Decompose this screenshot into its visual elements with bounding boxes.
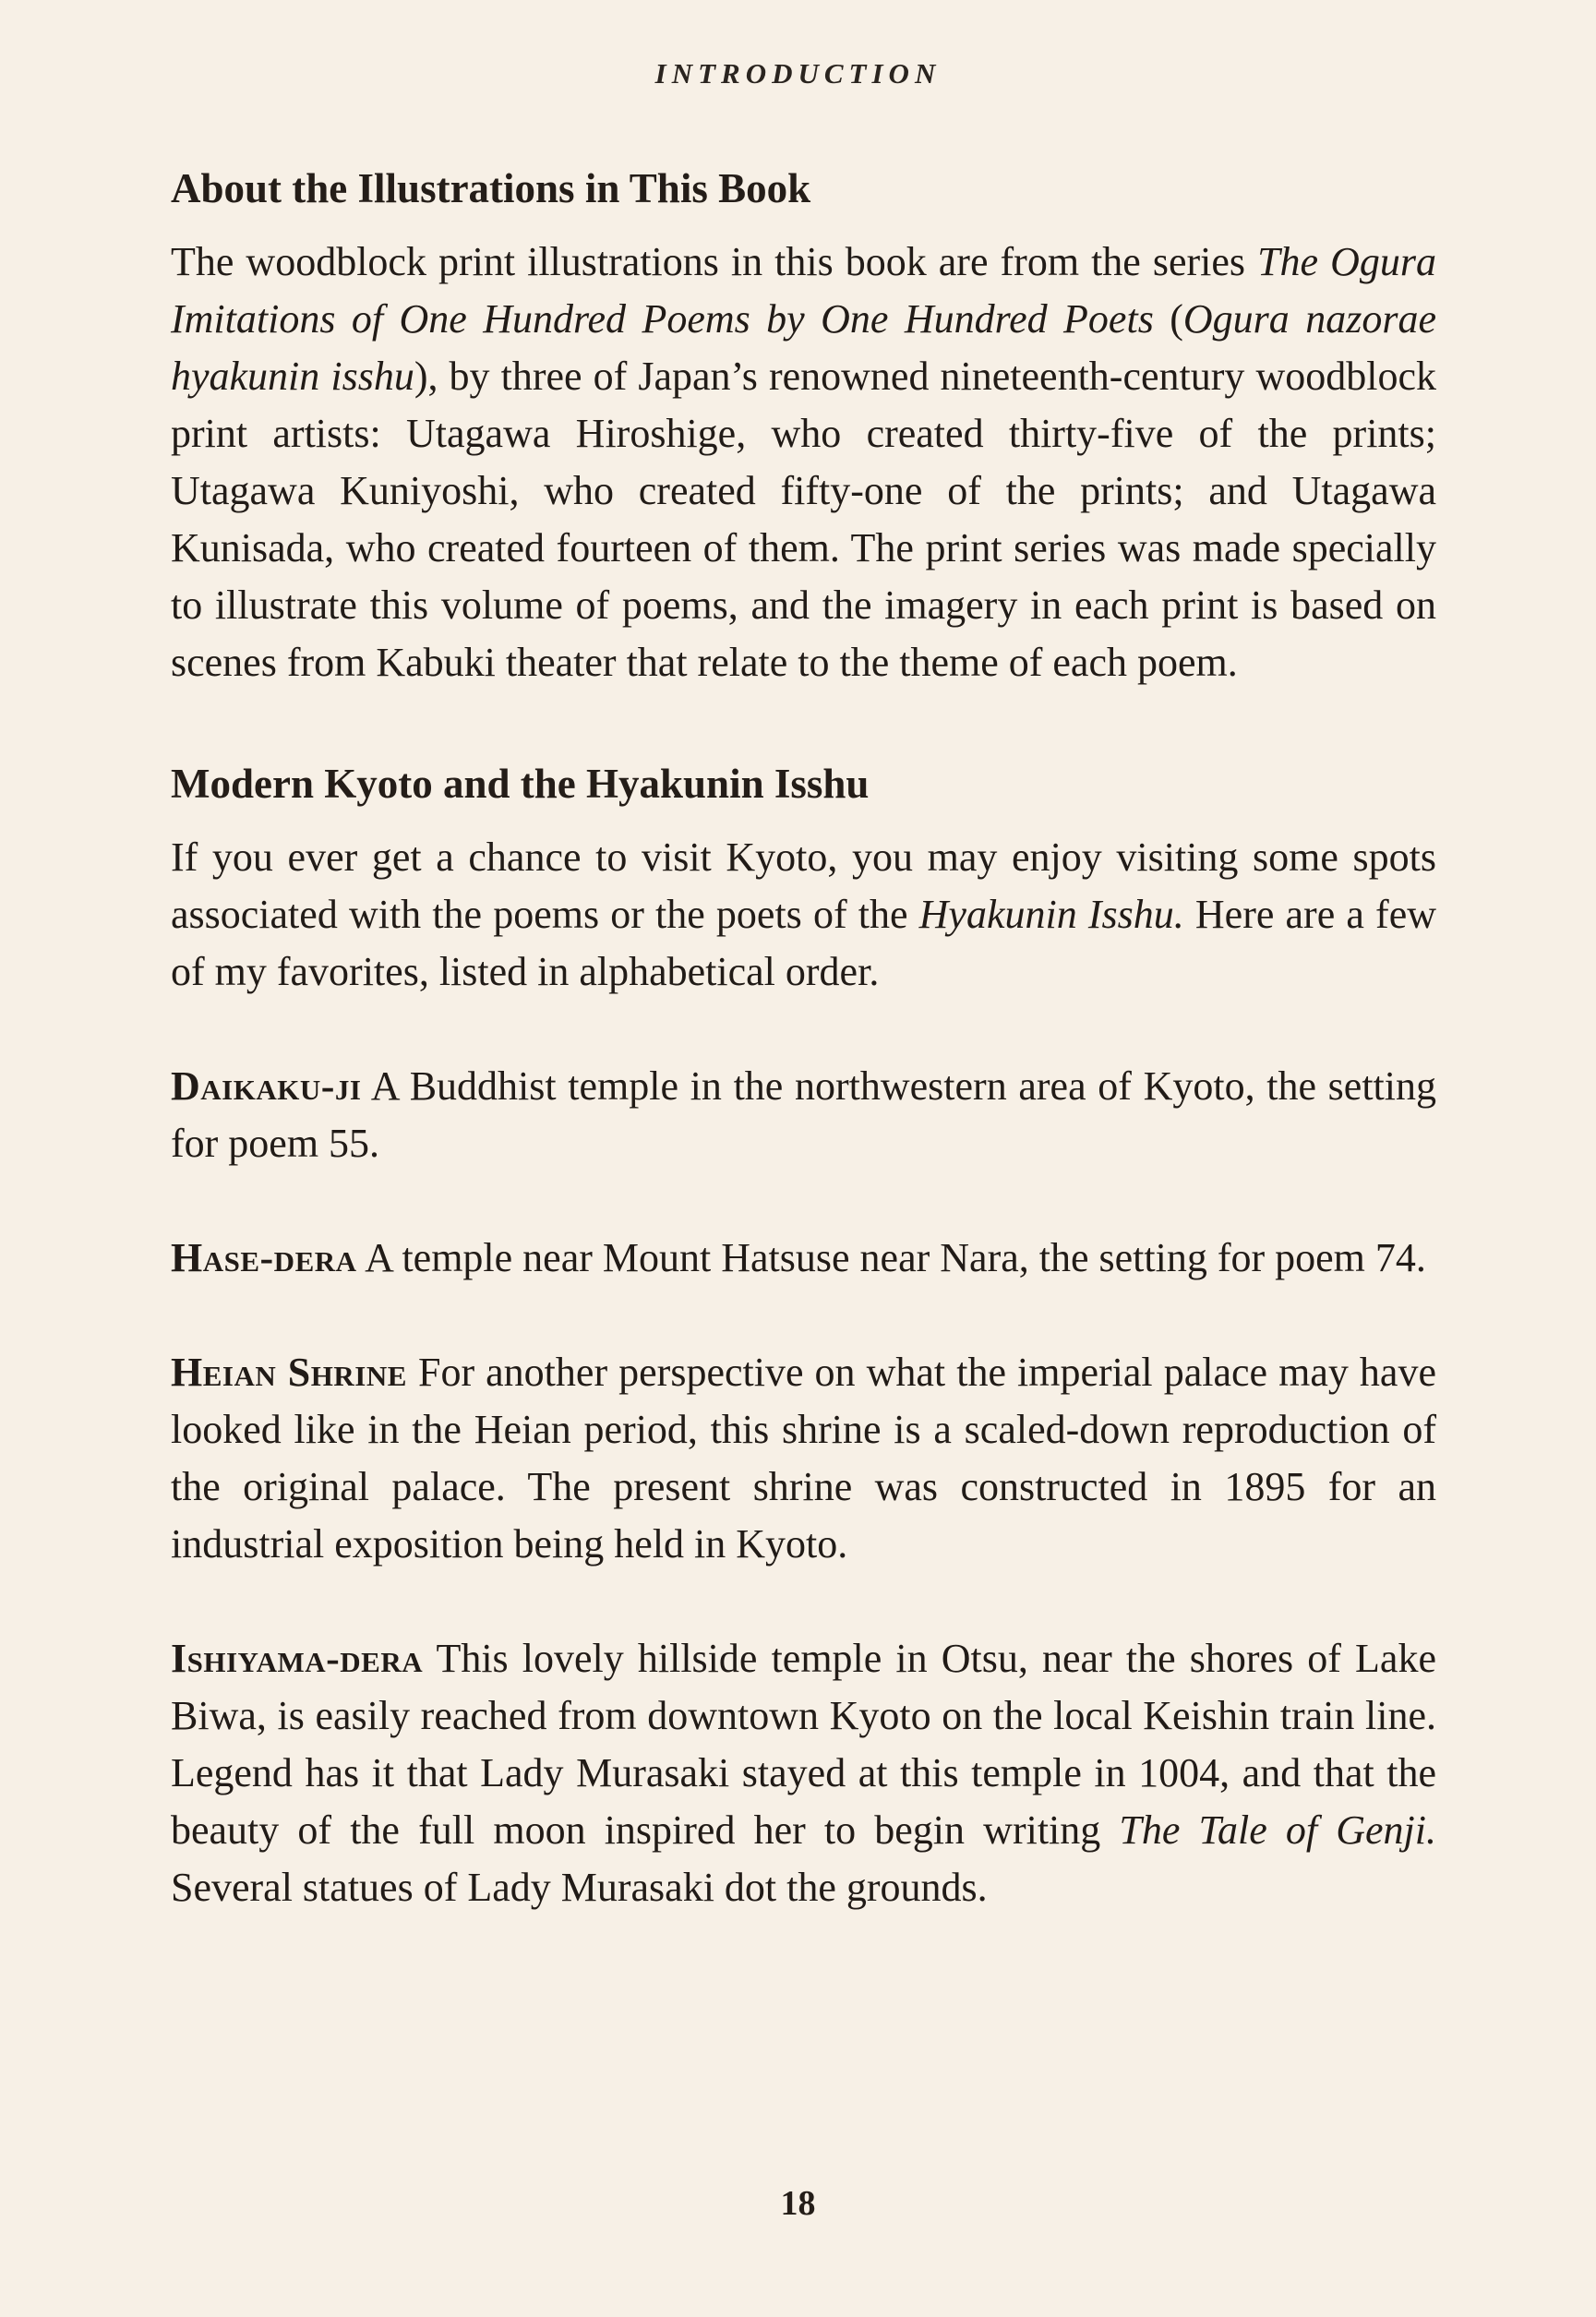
entry-hase-dera — [171, 1230, 1436, 1287]
kyoto-paragraph-text-2: Here are a few of my favorites, listed in alphabetical order. — [171, 891, 1437, 994]
entry-daikaku-ji — [171, 1058, 1436, 1172]
entry-heian-shrine — [171, 1344, 1436, 1573]
entry-title: Heian Shrine — [171, 1349, 407, 1395]
entry-description: A temple near Mount Hatsuse near Nara, the setting for poem 74. — [356, 1234, 1426, 1280]
entry-description: A Buddhist temple in the northwestern area of Kyoto, the setting for poem 55. — [171, 1062, 1436, 1166]
illustrations-section — [171, 161, 1436, 691]
kyoto-section — [171, 756, 1436, 1001]
entries-spacer — [171, 1001, 1436, 1058]
page-number: 18 — [780, 2184, 816, 2223]
series-title: The Ogura Imitations of One Hundred Poems by One Hundred Poets — [171, 238, 1436, 342]
entry-title: Hase-dera — [171, 1234, 357, 1280]
illustrations-paragraph-text-3: ), by three of Japan’s renowned nineteenth-century woodblock print artists: Utagawa Hiroshige, who created thirty-five of the prints; Utagawa Kuniyoshi, who created fifty-one of the prints; and Utagawa Kunisada, who created fourteen of them. The print series was made specially to illustrate this volume of poems, and the imagery in each print is based on scenes from Kabuki theater that relate to the theme of each poem. — [171, 353, 1436, 685]
entry-title: Ishiyama-dera — [171, 1635, 424, 1681]
japanese-series-title: Ogura nazorae hyakunin isshu — [171, 295, 1436, 399]
illustrations-heading: About the Illustrations in This Book — [171, 165, 811, 211]
hyakunin-isshu-title: Hyakunin Isshu. — [918, 891, 1184, 937]
illustrations-paragraph — [171, 234, 1436, 691]
section-spacer — [171, 691, 1436, 756]
kyoto-heading: Modern Kyoto and the Hyakunin Isshu — [171, 760, 870, 807]
entry-description-part-1: This lovely hillside temple in Otsu, near the shores of Lake Biwa, is easily reached from downtown Kyoto on the local Keishin train line. Legend has it that Lady Murasaki stayed at this temple in 1004, and that the beauty of the full moon inspired her to begin writing — [171, 1635, 1436, 1853]
page-content — [171, 161, 1436, 1974]
entry-description-part-2: Several statues of Lady Murasaki dot the grounds. — [171, 1864, 988, 1910]
entry-ishiyama-dera — [171, 1630, 1436, 1916]
kyoto-paragraph-text-1: If you ever get a chance to visit Kyoto, you may enjoy visiting some spots associated with the poems or the poets of the — [171, 834, 1436, 937]
running-header: INTRODUCTION — [654, 57, 942, 90]
kyoto-spots-list — [171, 1058, 1436, 1916]
illustrations-paragraph-text-1: The woodblock print illustrations in this book are from the series — [171, 238, 1258, 284]
kyoto-paragraph — [171, 829, 1436, 1001]
entry-description: For another perspective on what the imperial palace may have looked like in the Heian period, this shrine is a scaled-down reproduction of the original palace. The present shrine was constructed in 1895 for an industrial exposition being held in Kyoto. — [171, 1349, 1436, 1567]
illustrations-paragraph-text-2: ( — [1153, 295, 1183, 342]
tale-of-genji-title: The Tale of Genji. — [1119, 1807, 1437, 1853]
entry-title: Daikaku-ji — [171, 1062, 362, 1109]
